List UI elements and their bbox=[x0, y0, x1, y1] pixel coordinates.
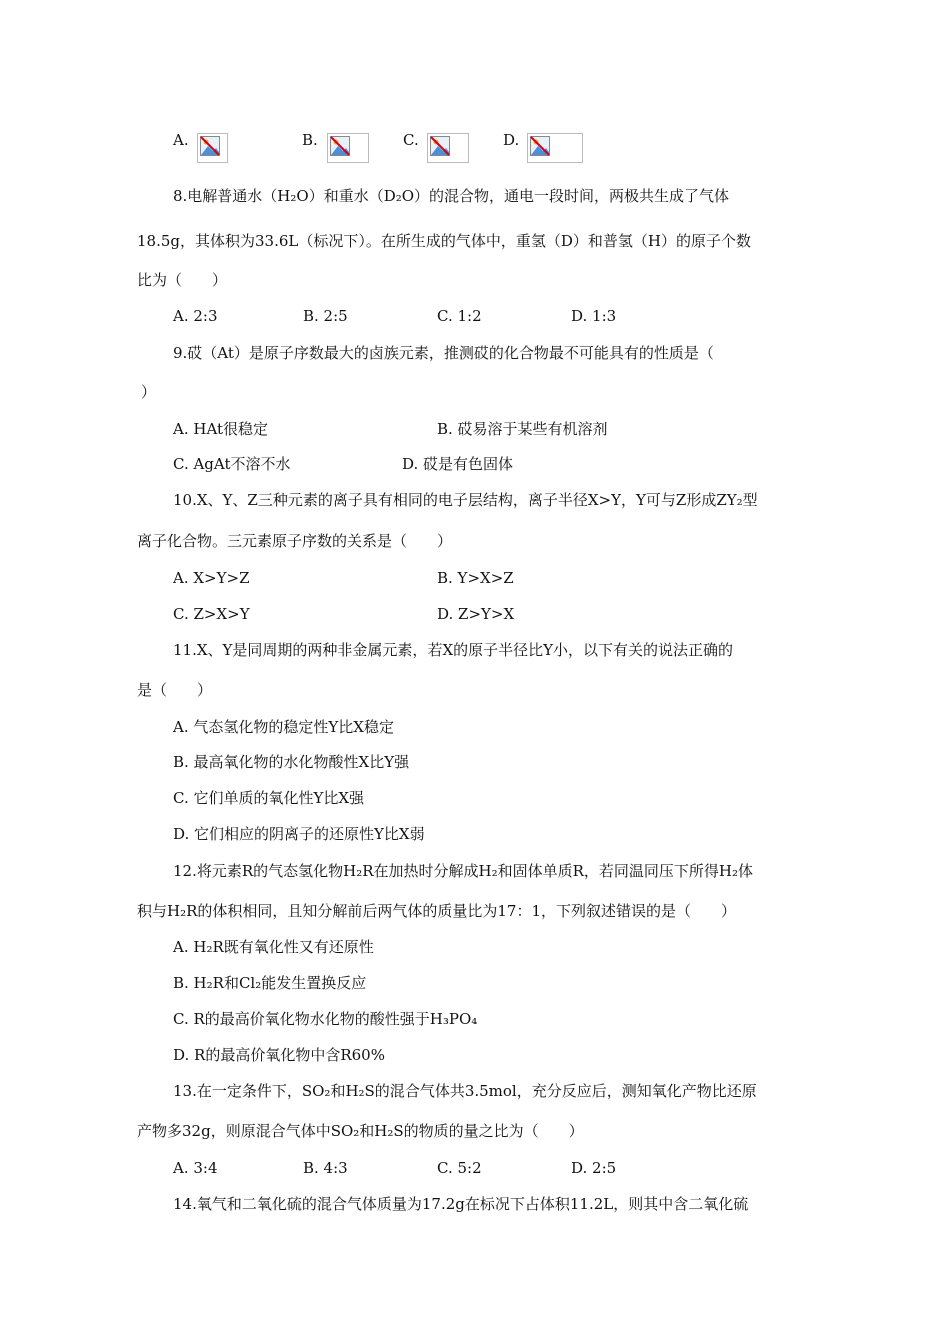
q8-stem-line1: 8.电解普通水（H₂O）和重水（D₂O）的混合物，通电一段时间，两极共生成了气体 bbox=[173, 187, 730, 205]
q7-option-d-image bbox=[527, 133, 583, 163]
q11-option-d: D. 它们相应的阴离子的还原性Y比X弱 bbox=[173, 825, 425, 843]
q12-stem-line1: 12.将元素R的气态氢化物H₂R在加热时分解成H₂和固体单质R，若同温同压下所得H₂体 bbox=[173, 862, 754, 880]
q11-option-a: A. 气态氢化物的稳定性Y比X稳定 bbox=[173, 718, 394, 736]
q9-option-b: B. 砹易溶于某些有机溶剂 bbox=[437, 420, 608, 438]
q13-option-d: D. 2:5 bbox=[571, 1159, 617, 1177]
q11-stem-line1: 11.X、Y是同周期的两种非金属元素，若X的原子半径比Y小，以下有关的说法正确的 bbox=[173, 641, 734, 659]
q7-option-c-label: C. bbox=[403, 131, 419, 149]
q10-option-d: D. Z>Y>X bbox=[437, 605, 515, 623]
q13-option-c: C. 5:2 bbox=[437, 1159, 482, 1177]
q9-option-d: D. 砹是有色固体 bbox=[402, 455, 514, 473]
q8-stem-line3: 比为（ ） bbox=[137, 271, 228, 289]
q7-option-d-label: D. bbox=[503, 131, 520, 149]
q10-stem-line1: 10.X、Y、Z三种元素的离子具有相同的电子层结构，离子半径X>Y，Y可与Z形成ZY₂型 bbox=[173, 491, 758, 509]
q8-stem-line2: 18.5g，其体积为33.6L（标况下）。在所生成的气体中，重氢（D）和普氢（H）的原子个数 bbox=[137, 232, 751, 250]
q7-option-a-label: A. bbox=[173, 131, 189, 149]
q8-option-d: D. 1:3 bbox=[571, 307, 617, 325]
broken-image-icon bbox=[200, 136, 220, 156]
q9-option-a: A. HAt很稳定 bbox=[173, 420, 269, 438]
q7-option-c-image bbox=[427, 133, 469, 163]
q9-option-c: C. AgAt不溶不水 bbox=[173, 455, 291, 473]
q12-option-c: C. R的最高价氧化物水化物的酸性强于H₃PO₄ bbox=[173, 1010, 478, 1028]
q13-option-a: A. 3:4 bbox=[173, 1159, 218, 1177]
q7-option-a-image bbox=[197, 133, 228, 163]
q12-option-b: B. H₂R和Cl₂能发生置换反应 bbox=[173, 974, 367, 992]
broken-image-icon bbox=[330, 136, 350, 156]
q12-option-a: A. H₂R既有氧化性又有还原性 bbox=[173, 938, 374, 956]
q13-stem-line1: 13.在一定条件下，SO₂和H₂S的混合气体共3.5mol，充分反应后，测知氧化产物比还原 bbox=[173, 1082, 757, 1100]
q9-stem-line1: 9.砹（At）是原子序数最大的卤族元素，推测砹的化合物最不可能具有的性质是（ bbox=[173, 344, 714, 362]
q8-option-b: B. 2:5 bbox=[303, 307, 348, 325]
q12-stem-line2: 积与H₂R的体积相同，且知分解前后两气体的质量比为17：1，下列叙述错误的是（ ） bbox=[137, 902, 737, 920]
q12-option-d: D. R的最高价氧化物中含R60% bbox=[173, 1046, 385, 1064]
q10-stem-line2: 离子化合物。三元素原子序数的关系是（ ） bbox=[137, 532, 453, 550]
q10-option-b: B. Y>X>Z bbox=[437, 569, 514, 587]
q10-option-c: C. Z>X>Y bbox=[173, 605, 250, 623]
q10-option-a: A. X>Y>Z bbox=[173, 569, 250, 587]
q13-option-b: B. 4:3 bbox=[303, 1159, 348, 1177]
q13-stem-line2: 产物多32g，则原混合气体中SO₂和H₂S的物质的量之比为（ ） bbox=[137, 1122, 584, 1140]
q11-option-b: B. 最高氧化物的水化物酸性X比Y强 bbox=[173, 753, 410, 771]
q9-stem-line2: ） bbox=[141, 383, 157, 401]
q8-option-a: A. 2:3 bbox=[173, 307, 218, 325]
q11-stem-line2: 是（ ） bbox=[137, 681, 213, 699]
q8-option-c: C. 1:2 bbox=[437, 307, 482, 325]
broken-image-icon bbox=[430, 136, 450, 156]
q14-stem-line1: 14.氧气和二氧化硫的混合气体质量为17.2g在标况下占体积11.2L，则其中含二氧化硫 bbox=[173, 1195, 749, 1213]
broken-image-icon bbox=[530, 136, 550, 156]
q7-option-b-image bbox=[327, 133, 369, 163]
q11-option-c: C. 它们单质的氧化性Y比X强 bbox=[173, 789, 365, 807]
q7-option-b-label: B. bbox=[302, 131, 318, 149]
